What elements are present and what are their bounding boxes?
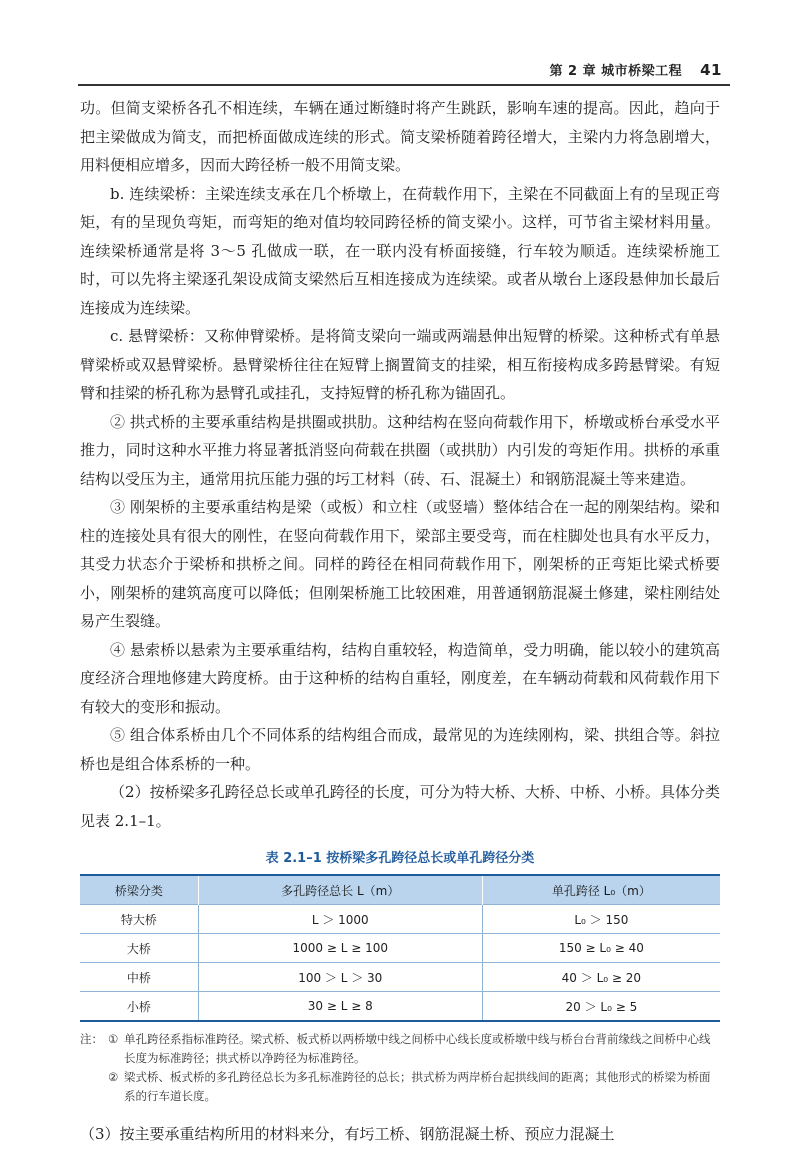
table-cell: 中桥: [80, 963, 198, 992]
bridge-classification-table: [80, 874, 720, 1022]
table-cell: 40 ＞ L₀ ≥ 20: [482, 963, 720, 992]
note-item: [108, 1068, 720, 1106]
table-row: [80, 992, 720, 1022]
paragraph: （3）按主要承重结构所用的材料来分，有圬工桥、钢筋混凝土桥、预应力混凝土: [80, 1125, 615, 1143]
header-rule: [78, 84, 730, 86]
paragraph: c. 悬臂梁桥：又称伸臂梁桥。是将简支梁向一端或两端悬伸出短臂的桥梁。这种桥式有单悬臂梁桥或双悬臂梁桥。悬臂梁桥往往在短臂上搁置简支的挂梁，相互衔接构成多跨悬臂梁。有短臂和挂梁的桥孔称为悬臂孔或挂孔，支持短臂的桥孔称为锚固孔。: [80, 327, 720, 402]
table-header-cell: 桥梁分类: [80, 875, 198, 905]
table-cell: 100 ＞ L ＞ 30: [198, 963, 482, 992]
table-cell: L₀ ＞ 150: [482, 905, 720, 934]
table-row: [80, 934, 720, 963]
table-header-cell: 单孔跨径 L₀（m）: [482, 875, 720, 905]
table-cell: 150 ≥ L₀ ≥ 40: [482, 934, 720, 963]
table-header-row: [80, 875, 720, 905]
table-row: [80, 905, 720, 934]
table-notes: [80, 1030, 720, 1106]
note-number: ②: [108, 1070, 119, 1084]
table-header-cell: 多孔跨径总长 L（m）: [198, 875, 482, 905]
paragraph: ⑤ 组合体系桥由几个不同体系的结构组合而成，最常见的为连续刚构，梁、拱组合等。斜拉桥也是组合体系桥的一种。: [80, 726, 720, 773]
paragraph: ④ 悬索桥以悬索为主要承重结构，结构自重较轻，构造简单，受力明确，能以较小的建筑高度经济合理地修建大跨度桥。由于这种桥的结构自重轻，刚度差，在车辆动荷载和风荷载作用下有较大的变形和振动。: [80, 640, 720, 716]
page-number: 41: [700, 61, 722, 79]
table-cell: 小桥: [80, 992, 198, 1022]
table-cell: L ＞ 1000: [198, 905, 482, 934]
table-title: 表 2.1–1 按桥梁多孔跨径总长或单孔跨径分类: [265, 851, 535, 866]
table-cell: 大桥: [80, 934, 198, 963]
table-row: [80, 963, 720, 992]
page-body: [80, 94, 720, 1149]
paragraph: ② 拱式桥的主要承重结构是拱圈或拱肋。这种结构在竖向荷载作用下，桥墩或桥台承受水平推力，同时这种水平推力将显著抵消竖向荷载在拱圈（或拱肋）内引发的弯矩作用。拱桥的承重结构以受压为主，通常用抗压能力强的圬工材料（砖、石、混凝土）和钢筋混凝土等来建造。: [80, 412, 720, 488]
table-cell: 20 ＞ L₀ ≥ 5: [482, 992, 720, 1022]
chapter-title: 第 2 章 城市桥梁工程: [549, 64, 683, 79]
note-number: ①: [108, 1032, 119, 1046]
note-item: [108, 1030, 720, 1068]
paragraph: 功。但简支梁桥各孔不相连续，车辆在通过断缝时将产生跳跃，影响车速的提高。因此，趋向于把主梁做成为简支，而把桥面做成连续的形式。简支梁桥随着跨径增大，主梁内力将急剧增大，用料便相应增多，因而大跨径桥一般不用简支梁。: [80, 99, 720, 174]
note-text: 单孔跨径系指标准跨径。梁式桥、板式桥以两桥墩中线之间桥中心线长度或桥墩中线与桥台台背前缘线之间桥中心线长度为标准跨径；拱式桥以净跨径为标准跨径。: [124, 1032, 711, 1065]
table-cell: 30 ≥ L ≥ 8: [198, 992, 482, 1022]
table-cell: 1000 ≥ L ≥ 100: [198, 934, 482, 963]
page-header: [0, 0, 800, 90]
notes-label: 注：: [80, 1032, 103, 1046]
paragraph: ③ 刚架桥的主要承重结构是梁（或板）和立柱（或竖墙）整体结合在一起的刚架结构。梁和柱的连接处具有很大的刚性，在竖向荷载作用下，梁部主要受弯，而在柱脚处也具有水平反力，其受力状态介于梁桥和拱桥之间。同样的跨径在相同荷载作用下，刚架桥的正弯矩比梁式桥要小，刚架桥的建筑高度可以降低；但刚架桥施工比较困难，用普通钢筋混凝土修建，梁柱刚结处易产生裂缝。: [80, 498, 720, 630]
running-header: [550, 60, 723, 79]
note-text: 梁式桥、板式桥的多孔跨径总长为多孔标准跨径的总长；拱式桥为两岸桥台起拱线间的距离；其他形式的桥梁为桥面系的行车道长度。: [124, 1070, 711, 1103]
paragraph: b. 连续梁桥：主梁连续支承在几个桥墩上，在荷载作用下，主梁在不同截面上有的呈现正弯矩，有的呈现负弯矩，而弯矩的绝对值均较同跨径桥的简支梁小。这样，可节省主梁材料用量。连续梁桥通常是将 3～5 孔做成一联，在一联内没有桥面接缝，行车较为顺适。连续梁桥施工时，可以先将主梁逐孔架设成简支梁然后互相连接成为连续梁。或者从墩台上逐段悬伸加长最后连接成为连续梁。: [80, 184, 720, 317]
table-cell: 特大桥: [80, 905, 198, 934]
paragraph: （2）按桥梁多孔跨径总长或单孔跨径的长度，可分为特大桥、大桥、中桥、小桥。具体分类见表 2.1–1。: [80, 783, 720, 830]
